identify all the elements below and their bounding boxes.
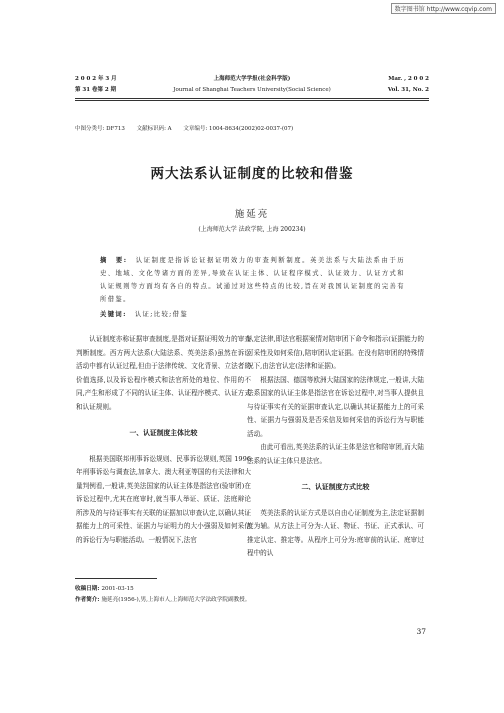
header-volume-right: Vol. 31, No. 2 (387, 87, 429, 93)
keywords-label: 关键词: (100, 311, 127, 318)
author-name: 施延亮 (234, 209, 270, 220)
header-rule-bottom (75, 100, 429, 101)
header-volume-left: 第 31 卷第 2 期 (75, 87, 117, 93)
section-heading-2: 二、认证制度方式比较 (301, 483, 370, 491)
intro-paragraph: 认证制度亦称证据审查制度,是指对证据证明效力的审查判断制度。西方两大法系(大陆法系、英美法系)虽然在诉讼活动中都有认证过程,但由于法律传统、文化背景、立法者的价值选择,以及诉讼程序模式和法官所处的地位、作用的不同,产生和形成了不同的认证主体、认证程序模式、认证方式和认证规则。 (76, 335, 251, 411)
abstract-label: 摘 要: (100, 257, 128, 264)
paper-title: 两大法系认证制度的比较和借鉴 (150, 166, 354, 182)
body-column-right (247, 333, 424, 561)
footnote-author (75, 595, 250, 603)
received-label: 收稿日期: (75, 586, 100, 592)
header-date-right: Mar. , 2 0 0 2 (388, 76, 429, 82)
abstract-text: 认证制度是指诉讼证据证明效力的审查判断制度。英美法系与大陆法系由于历史、地域、文化等诸方面的差异,导致在认证主体、认证程序模式、认证效力、认证方式和认证规则等方面均有各自的特点。试通过对这些特点的比较,旨在对我国认证制度的完善有所借鉴。 (100, 257, 405, 303)
section1-paragraph-2: 根据法国、德国等欧洲大陆国家的法律规定,一般讲,大陆法系国家的认证主体是指法官在诉讼过程中,对当事人提供且与待证事实有关的证据审查认定,以确认其证据能力上的可采性、证据力与强弱及是否采信及如何采信的诉讼行为与职能活动。 (247, 375, 424, 438)
article-number: 文章编号: 1004-8634(2002)02-0037-(07) (183, 126, 294, 132)
footnote-received (75, 584, 134, 592)
section2-paragraph-1: 英美法系的认证方式是以自由心证制度为主,法定证据制度为辅。从方法上可分为:人证、物证、书证、正式承认、可推定认定、推定等。从程序上可分为:庭审前的认证、庭审过程中的认 (247, 508, 424, 557)
document-code: 文献标识码: A (136, 126, 172, 132)
clc-number: 中图分类号: DF713 (75, 126, 125, 132)
author-bio: 施延亮(1956-),男,上海市人,上海师范大学法政学院副教授。 (101, 597, 251, 603)
header-rule-top (75, 98, 429, 99)
footnote-rule (75, 578, 157, 579)
section1-paragraph-3: 由此可看出,英美法系的认证主体是法官和陪审团,而大陆法系的认证主体只是法官。 (247, 443, 424, 465)
abstract (100, 254, 405, 306)
article-meta-line (75, 124, 303, 132)
keywords-text: 认证;比较;借鉴 (134, 311, 189, 318)
header-date-left: 2 0 0 2 年 3 月 (75, 76, 117, 82)
page-number: 37 (416, 627, 426, 636)
received-date: 2001-03-15 (101, 586, 134, 592)
body-column-left (76, 333, 251, 547)
section-heading-1: 一、认证制度主体比较 (129, 429, 198, 437)
vip-watermark-stamp: 数字图书馆 http://www.cqvip.com (391, 3, 496, 14)
keywords (100, 309, 188, 318)
header-journal-en: Journal of Shanghai Teachers University(Social Science) (173, 87, 331, 93)
author-bio-label: 作者简介: (75, 597, 100, 603)
section1-paragraph-continued: 认定法律,即法官根据案情对陪审团下命令和指示(证据能力的可采性及如何采信),陪审团认定证据。在没有陪审团的特殊情况下,由法官认定(法律和证据)。 (247, 335, 424, 370)
section1-paragraph-1: 根据美国联邦刑事诉讼规则、民事诉讼规则,英国 1996 年刑事诉讼与调查法,加拿大、澳大利亚等国的有关法律和大量判例看,一般讲,英美法国家的认证主体是指法官(验审团)在诉讼过程中,尤其在庭审时,就当事人举证、质证、法庭辩论所涉及的与待证事实有关联的证据加以审查认定,以确认其证据能力上的可采性、证据力与证明力的大小强弱及如何采信的诉讼行为与职能活动。一般情况下,法官 (76, 454, 251, 544)
header-journal-cn: 上海师范大学学报(社会科学版) (213, 76, 291, 82)
author-affiliation: (上海师范大学 法政学院, 上海 200234) (198, 226, 306, 233)
